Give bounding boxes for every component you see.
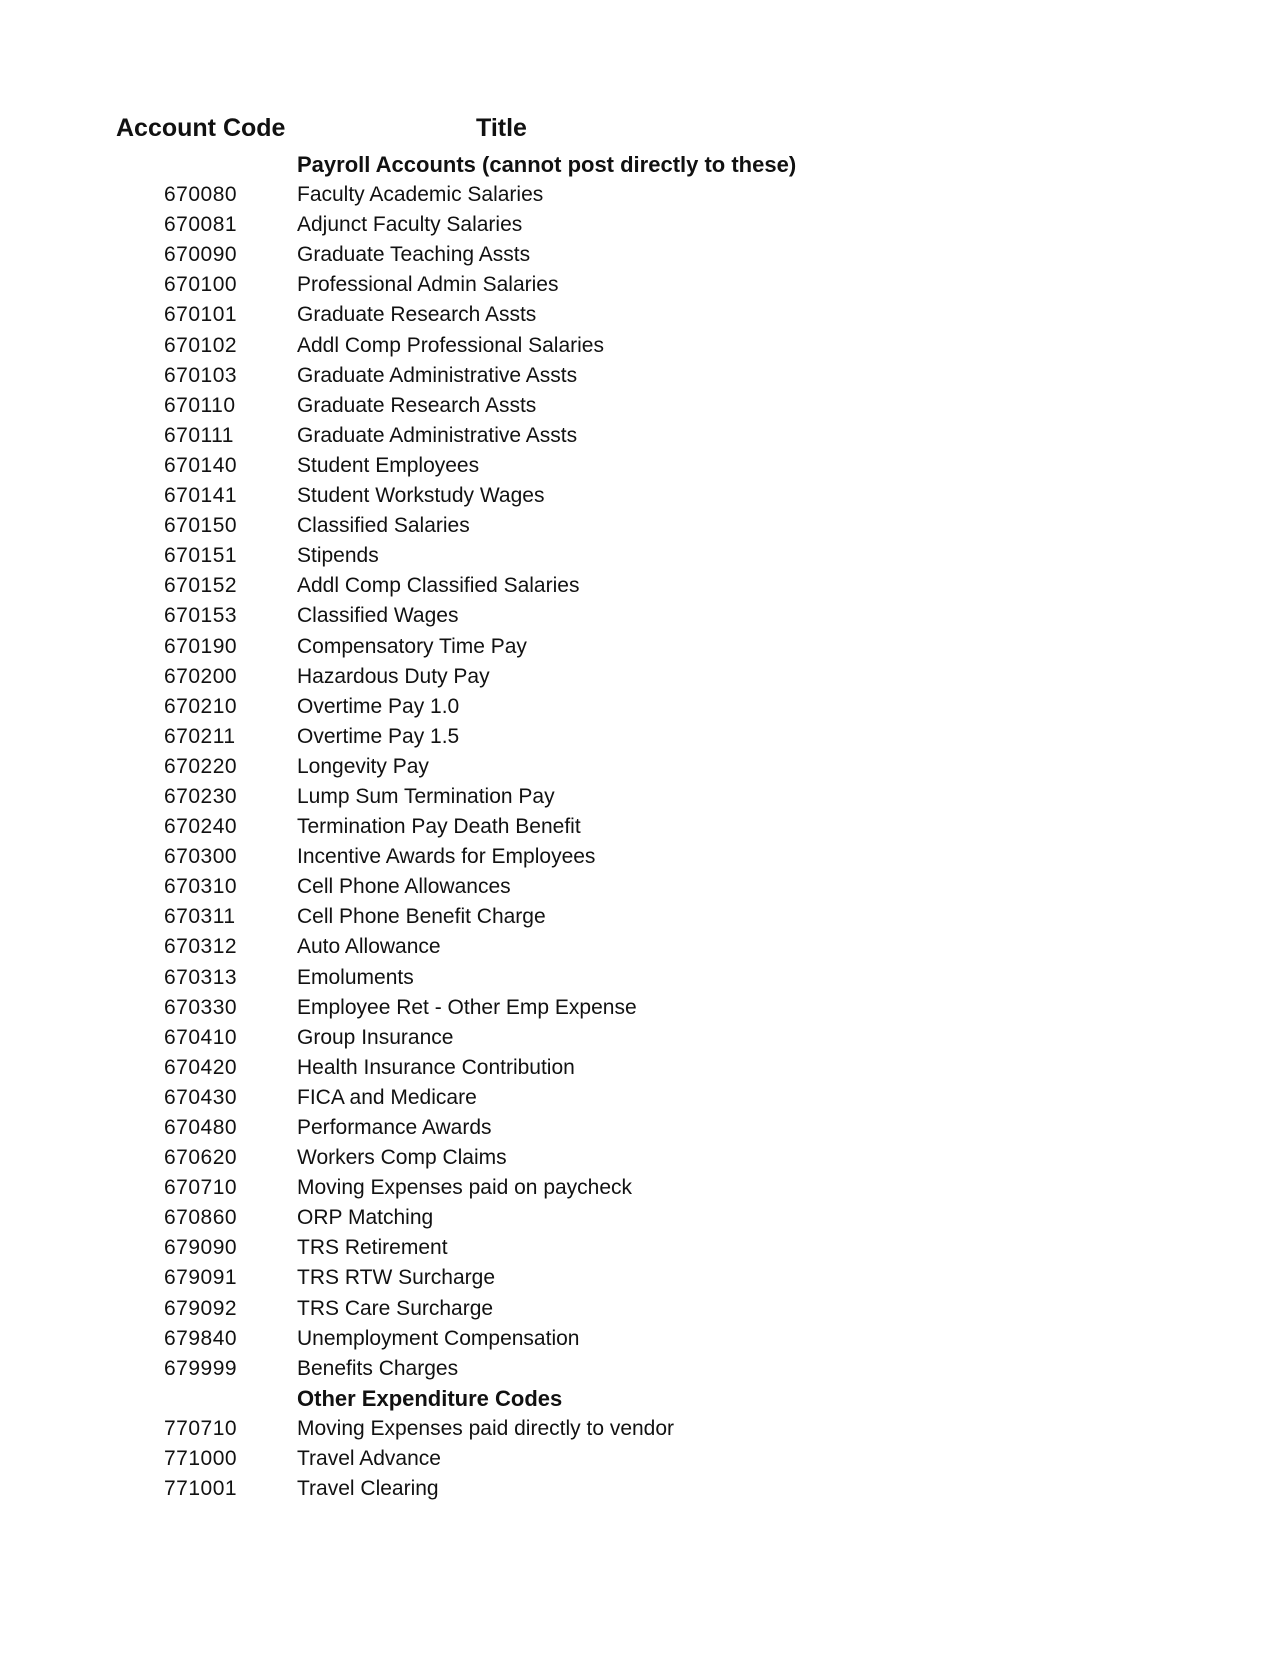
account-title-cell: Incentive Awards for Employees [297,845,596,869]
account-code-cell: 770710 [164,1416,238,1440]
table-row [0,932,1280,962]
account-title-cell: Classified Wages [297,604,459,628]
table-row [0,1173,1280,1203]
table-row [0,782,1280,812]
account-title-cell: Addl Comp Classified Salaries [297,574,580,598]
account-title-cell: Lump Sum Termination Pay [297,784,555,808]
account-title-cell: Adjunct Faculty Salaries [297,213,523,237]
account-code-cell: 670110 [164,393,236,417]
account-code-cell: 670300 [164,845,238,869]
account-code-cell: 670230 [164,784,238,808]
section-title: Payroll Accounts (cannot post directly to these) [297,152,797,177]
account-code-cell: 670312 [164,935,238,959]
account-code-list [0,150,1280,1504]
table-row [0,812,1280,842]
account-code-cell: 670410 [164,1025,238,1049]
account-title-cell: Workers Comp Claims [297,1146,507,1170]
table-header [0,114,1280,150]
account-code-cell: 670152 [164,574,238,598]
account-title-cell: Unemployment Compensation [297,1326,580,1350]
account-title-cell: TRS Retirement [297,1236,448,1260]
account-code-column-header: Account Code [116,114,286,142]
account-code-cell: 670200 [164,664,238,688]
account-title-cell: Classified Salaries [297,514,470,538]
table-row [0,842,1280,872]
account-title-cell: FICA and Medicare [297,1085,477,1109]
account-code-cell: 670140 [164,453,238,477]
account-code-cell: 670313 [164,965,238,989]
account-title-cell: Student Employees [297,453,480,477]
account-title-cell: Health Insurance Contribution [297,1055,575,1079]
account-code-cell: 670090 [164,243,238,267]
section-heading-row [0,1384,1280,1414]
account-code-cell: 670420 [164,1055,238,1079]
account-code-cell: 670141 [164,484,238,508]
account-title-cell: Performance Awards [297,1116,492,1139]
account-title-cell: Group Insurance [297,1025,454,1049]
table-row [0,331,1280,361]
account-code-cell: 670330 [164,995,238,1019]
account-title-cell: TRS Care Surcharge [297,1296,494,1320]
account-code-cell: 771001 [164,1477,238,1501]
account-title-cell: Overtime Pay 1.0 [297,694,460,718]
table-row [0,571,1280,601]
account-code-cell: 670081 [164,213,238,237]
account-title-cell: Stipends [297,544,379,568]
table-row [0,1113,1280,1143]
account-title-cell: Employee Ret - Other Emp Expense [297,995,637,1019]
table-row [0,1474,1280,1504]
account-code-cell: 670430 [164,1085,238,1109]
table-row [0,180,1280,210]
table-row [0,902,1280,932]
table-row [0,632,1280,662]
table-row [0,662,1280,692]
account-code-cell: 670860 [164,1206,238,1230]
account-code-cell: 670102 [164,333,238,357]
table-row [0,752,1280,782]
account-title-cell: Graduate Administrative Assts [297,363,578,387]
table-row [0,361,1280,391]
account-code-cell: 670311 [164,905,236,929]
account-title-cell: Graduate Research Assts [297,303,537,327]
account-code-cell: 679092 [164,1296,238,1320]
table-row [0,1023,1280,1053]
account-code-cell: 670151 [164,544,238,568]
account-code-cell: 670240 [164,815,238,839]
table-row [0,872,1280,902]
table-row [0,240,1280,270]
account-title-cell: Cell Phone Benefit Charge [297,905,546,929]
table-row [0,300,1280,330]
table-row [0,1203,1280,1233]
table-row [0,601,1280,631]
table-row [0,1444,1280,1474]
account-code-cell: 670101 [164,303,238,327]
account-title-cell: Cell Phone Allowances [297,875,511,899]
account-code-cell: 670150 [164,514,238,538]
account-title-cell: Graduate Research Assts [297,393,537,417]
account-code-cell: 679091 [164,1266,238,1290]
account-title-cell: Professional Admin Salaries [297,273,559,297]
table-row [0,1143,1280,1173]
section-title: Other Expenditure Codes [297,1385,563,1411]
account-code-cell: 771000 [164,1447,238,1471]
account-code-cell: 670210 [164,694,238,718]
table-row [0,1294,1280,1324]
account-title-cell: Graduate Administrative Assts [297,423,578,447]
account-code-cell: 670310 [164,875,238,899]
account-title-cell: Moving Expenses paid on paycheck [297,1176,633,1200]
account-title-cell: Compensatory Time Pay [297,634,527,658]
section-heading-row [0,150,1280,180]
table-row [0,1324,1280,1354]
table-row [0,511,1280,541]
account-code-cell: 670480 [164,1116,238,1139]
table-row [0,210,1280,240]
account-title-cell: Emoluments [297,965,414,989]
table-row [0,421,1280,451]
account-title-cell: Auto Allowance [297,935,441,959]
table-row [0,692,1280,722]
account-title-cell: Travel Advance [297,1447,441,1471]
account-title-cell: Travel Clearing [297,1477,439,1501]
account-code-cell: 670103 [164,363,238,387]
account-title-cell: TRS RTW Surcharge [297,1266,495,1290]
account-code-cell: 670080 [164,183,238,207]
account-code-cell: 670100 [164,273,238,297]
title-column-header: Title [476,114,527,142]
account-code-cell: 670190 [164,634,238,658]
account-title-cell: Hazardous Duty Pay [297,664,490,688]
account-title-cell: Benefits Charges [297,1356,459,1380]
account-code-cell: 670211 [164,724,236,748]
account-title-cell: ORP Matching [297,1206,434,1230]
table-row [0,1354,1280,1384]
account-code-cell: 670620 [164,1146,238,1170]
table-row [0,391,1280,421]
account-title-cell: Longevity Pay [297,754,429,778]
table-row [0,1263,1280,1293]
table-row [0,963,1280,993]
account-title-cell: Addl Comp Professional Salaries [297,333,604,357]
account-title-cell: Overtime Pay 1.5 [297,724,460,748]
table-row [0,481,1280,511]
table-row [0,270,1280,300]
table-row [0,1083,1280,1113]
table-row [0,451,1280,481]
table-row [0,993,1280,1023]
table-row [0,541,1280,571]
table-row [0,1233,1280,1263]
account-title-cell: Student Workstudy Wages [297,484,545,508]
account-code-cell: 670111 [164,423,234,447]
table-row [0,1053,1280,1083]
account-code-cell: 679999 [164,1356,238,1380]
account-code-cell: 670220 [164,754,238,778]
account-title-cell: Faculty Academic Salaries [297,183,544,207]
account-code-cell: 679090 [164,1236,238,1260]
account-code-cell: 679840 [164,1326,238,1350]
account-title-cell: Moving Expenses paid directly to vendor [297,1416,675,1440]
account-title-cell: Graduate Teaching Assts [297,243,531,267]
account-code-cell: 670153 [164,604,238,628]
table-row [0,1414,1280,1444]
table-row [0,722,1280,752]
account-title-cell: Termination Pay Death Benefit [297,815,581,839]
account-code-cell: 670710 [164,1176,238,1200]
